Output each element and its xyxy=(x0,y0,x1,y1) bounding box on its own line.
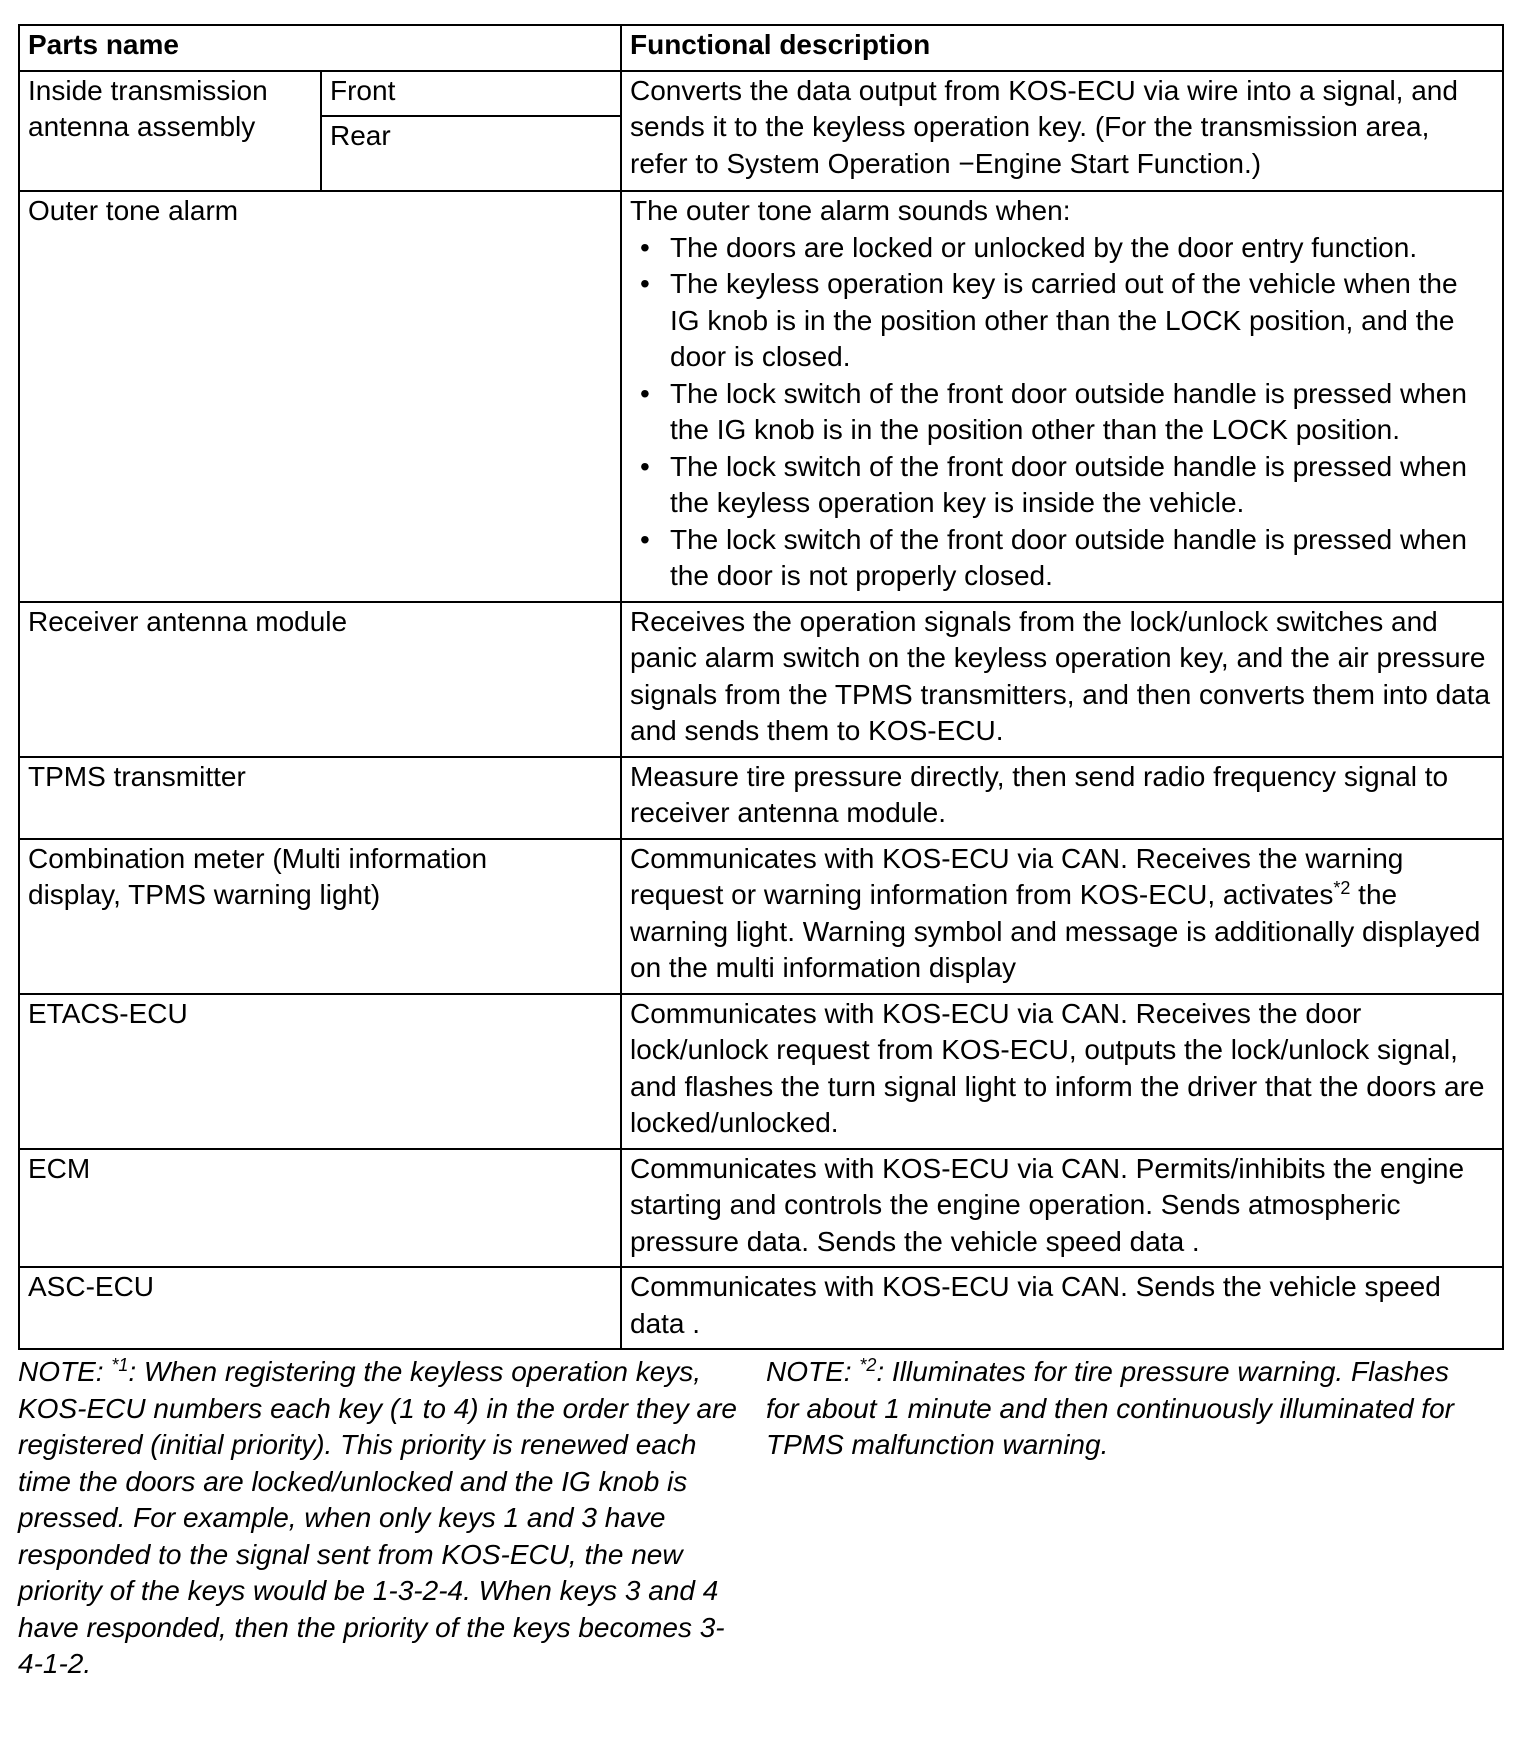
footnote-mark-2: *2 xyxy=(859,1355,877,1375)
part-name-meter: Combination meter (Multi information display, TPMS warning light) xyxy=(19,839,621,994)
note-1-prefix: NOTE: xyxy=(18,1356,112,1387)
header-parts-name: Parts name xyxy=(19,25,621,71)
part-name-antenna: Inside transmission antenna assembly xyxy=(19,71,321,192)
part-sub-front: Front xyxy=(321,71,621,117)
desc-meter-a: Communicates with KOS-ECU via CAN. Receives the warning request or warning information from KOS-ECU, activates xyxy=(630,842,1404,910)
desc-meter xyxy=(621,839,1503,994)
part-name-alarm: Outer tone alarm xyxy=(19,191,621,602)
part-name-etacs: ETACS-ECU xyxy=(19,994,621,1149)
header-functional-description: Functional description xyxy=(621,25,1503,71)
table-row xyxy=(19,1149,1503,1268)
table-header-row xyxy=(19,25,1503,71)
list-item: • The lock switch of the front door outside handle is pressed when the keyless operation key is inside the vehicle. xyxy=(630,449,1494,522)
part-name-receiver: Receiver antenna module xyxy=(19,602,621,757)
list-item: • The lock switch of the front door outside handle is pressed when the door is not properly closed. xyxy=(630,522,1494,595)
table-row xyxy=(19,839,1503,994)
footnote-ref-2: *2 xyxy=(1333,878,1351,898)
alarm-condition-list xyxy=(630,230,1494,595)
table-row xyxy=(19,1267,1503,1349)
note-2 xyxy=(766,1354,1486,1683)
note-1 xyxy=(18,1354,738,1683)
desc-asc: Communicates with KOS-ECU via CAN. Sends the vehicle speed data . xyxy=(621,1267,1503,1349)
table-row xyxy=(19,757,1503,839)
part-name-asc: ASC-ECU xyxy=(19,1267,621,1349)
table-row xyxy=(19,71,1503,117)
list-item: • The keyless operation key is carried out of the vehicle when the IG knob is in the position other than the LOCK position, and the door is closed. xyxy=(630,266,1494,376)
desc-etacs: Communicates with KOS-ECU via CAN. Receives the door lock/unlock request from KOS-ECU, outputs the lock/unlock signal, and flashes the turn signal light to inform the driver that the doors are locked/unlocked. xyxy=(621,994,1503,1149)
part-sub-rear: Rear xyxy=(321,116,621,191)
table-row xyxy=(19,191,1503,602)
alarm-intro: The outer tone alarm sounds when: xyxy=(630,195,1071,226)
desc-meter-b: the warning light. Warning symbol and message is additionally displayed on the multi information display xyxy=(630,879,1481,983)
desc-antenna: Converts the data output from KOS-ECU via wire into a signal, and sends it to the keyless operation key. (For the transmission area, refer to System Operation −Engine Start Function.) xyxy=(621,71,1503,192)
note-2-prefix: NOTE: xyxy=(766,1356,860,1387)
document xyxy=(18,24,1502,1683)
note-2-text: : Illuminates for tire pressure warning. Flashes for about 1 minute and then continuously illuminated for TPMS malfunction warning. xyxy=(766,1356,1454,1460)
list-item: • The lock switch of the front door outside handle is pressed when the IG knob is in the position other than the LOCK position. xyxy=(630,376,1494,449)
parts-table xyxy=(18,24,1504,1350)
desc-alarm xyxy=(621,191,1503,602)
part-name-ecm: ECM xyxy=(19,1149,621,1268)
desc-tpms: Measure tire pressure directly, then send radio frequency signal to receiver antenna module. xyxy=(621,757,1503,839)
note-1-text: : When registering the keyless operation keys, KOS-ECU numbers each key (1 to 4) in the order they are registered (initial priority). This priority is renewed each time the doors are locked/unlocked and the IG knob is pressed. For example, when only keys 1 and 3 have responded to the signal sent from KOS-ECU, the new priority of the keys would be 1-3-2-4. When keys 3 and 4 have responded, then the priority of the keys becomes 3-4-1-2. xyxy=(18,1356,737,1679)
table-row xyxy=(19,602,1503,757)
desc-ecm: Communicates with KOS-ECU via CAN. Permits/inhibits the engine starting and controls the engine operation. Sends atmospheric pressure data. Sends the vehicle speed data . xyxy=(621,1149,1503,1268)
notes xyxy=(18,1354,1502,1683)
footnote-mark-1: *1 xyxy=(111,1355,129,1375)
desc-receiver: Receives the operation signals from the lock/unlock switches and panic alarm switch on the keyless operation key, and the air pressure signals from the TPMS transmitters, and then converts them into data and sends them to KOS-ECU. xyxy=(621,602,1503,757)
table-row xyxy=(19,994,1503,1149)
list-item: • The doors are locked or unlocked by the door entry function. xyxy=(630,230,1494,267)
part-name-tpms: TPMS transmitter xyxy=(19,757,621,839)
